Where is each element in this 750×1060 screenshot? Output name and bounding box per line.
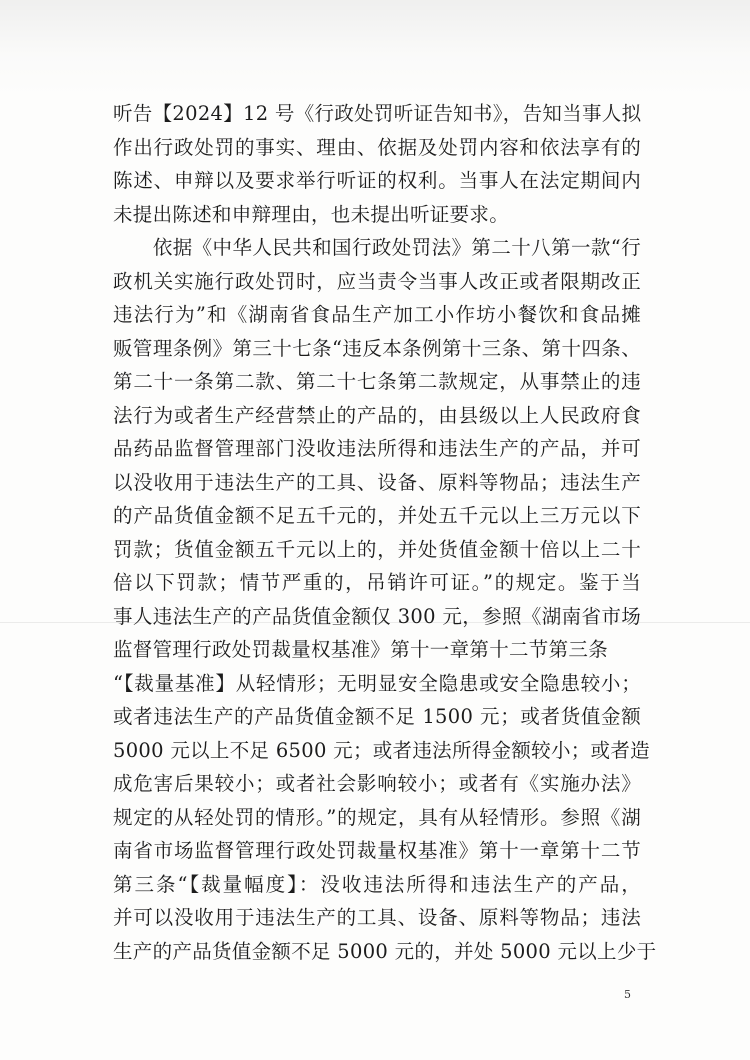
text-line: 第三条“【裁量幅度】：没收违法所得和违法生产的产品，	[113, 872, 641, 896]
text-line: 并可以没收用于违法生产的工具、设备、原料等物品；违法	[113, 906, 641, 929]
text-line: 法行为或者生产经营禁止的产品的，由县级以上人民政府食	[113, 403, 641, 427]
text-line: 成危害后果较小；或者社会影响较小；或者有《实施办法》	[113, 772, 641, 795]
text-line: 第二十一条第二款、第二十七条第二款规定，从事禁止的违	[113, 370, 641, 393]
text-line: 品药品监督管理部门没收违法所得和违法生产的产品，并可	[113, 437, 641, 460]
text-line: 规定的从轻处罚的情形。”的规定，具有从轻情形。参照《湖	[113, 805, 641, 829]
text-line: 作出行政处罚的事实、理由、依据及处罚内容和依法享有的	[113, 135, 641, 159]
text-line: 以没收用于违法生产的工具、设备、原料等物品；违法生产	[113, 470, 641, 494]
text-line: 政机关实施行政处罚时，应当责令当事人改正或者限期改正	[113, 269, 641, 293]
body-text	[113, 97, 657, 968]
text-line: 或者违法生产的产品货值金额不足 1500 元；或者货值金额	[113, 705, 641, 728]
text-line: 南省市场监督管理行政处罚裁量权基准》第十一章第十二节	[113, 839, 641, 862]
text-line: 未提出陈述和申辩理由，也未提出听证要求。	[113, 202, 510, 226]
text-line: “【裁量基准】从轻情形；无明显安全隐患或安全隐患较小；	[113, 671, 641, 695]
text-line: 贩管理条例》第三十七条“违反本条例第十三条、第十四条、	[113, 336, 641, 360]
text-line: 听告【2024】12 号《行政处罚听证告知书》，告知当事人拟	[113, 102, 642, 125]
page-number: 5	[624, 988, 631, 1001]
text-line: 的产品货值金额不足五千元的，并处五千元以上三万元以下	[113, 504, 641, 527]
text-line: 依据《中华人民共和国行政处罚法》第二十八第一款“行	[113, 236, 641, 259]
scan-shadow	[0, 0, 750, 95]
text-line: 事人违法生产的产品货值金额仅 300 元，参照《湖南省市场	[113, 604, 641, 628]
text-line: 陈述、申辩以及要求举行听证的权利。当事人在法定期间内	[113, 169, 641, 192]
text-line: 5000 元以上不足 6500 元；或者违法所得金额较小；或者造	[113, 738, 650, 762]
text-line: 倍以下罚款；情节严重的，吊销许可证。”的规定。鉴于当	[113, 571, 641, 594]
text-line: 违法行为”和《湖南省食品生产加工小作坊小餐饮和食品摊	[113, 303, 641, 326]
text-line: 罚款；货值金额五千元以上的，并处货值金额十倍以上二十	[113, 537, 641, 561]
text-line: 监督管理行政处罚裁量权基准》第十一章第十二节第三条	[113, 638, 609, 661]
text-line: 生产的产品货值金额不足 5000 元的，并处 5000 元以上少于	[113, 939, 657, 963]
